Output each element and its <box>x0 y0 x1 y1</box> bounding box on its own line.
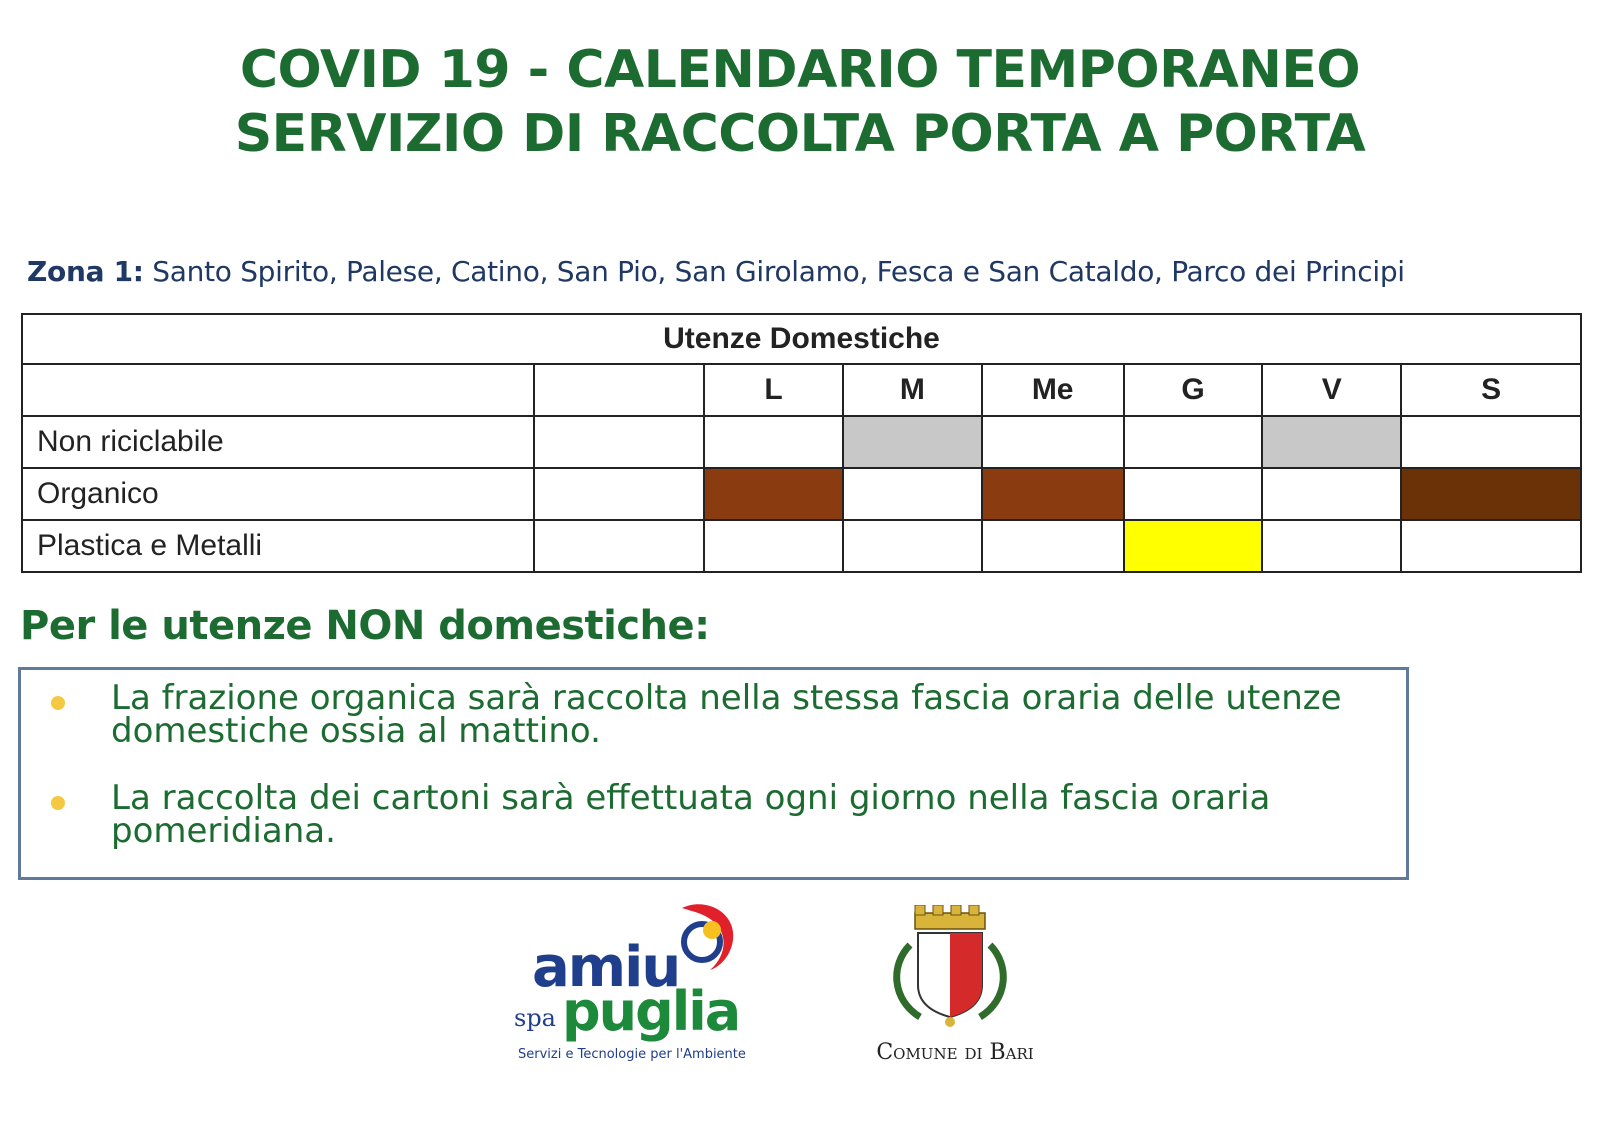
table-row <box>22 468 1581 520</box>
empty-header-cell <box>22 364 534 416</box>
amiu-spa: spa <box>514 1004 556 1032</box>
non-domestic-heading: Per le utenze NON domestiche: <box>20 603 710 649</box>
day-header: M <box>843 364 982 416</box>
zone-description <box>27 255 1405 288</box>
table-cell <box>1401 520 1581 572</box>
bullet-dot-icon <box>51 696 65 710</box>
table-cell <box>982 520 1124 572</box>
day-header: L <box>704 364 843 416</box>
row-label: Organico <box>22 468 534 520</box>
day-header: V <box>1262 364 1401 416</box>
table-cell <box>1401 416 1581 468</box>
bari-coat-of-arms-icon <box>860 905 1050 1035</box>
row-label: Plastica e Metalli <box>22 520 534 572</box>
title-line-1: COVID 19 - CALENDARIO TEMPORANEO <box>239 40 1361 100</box>
list-item <box>51 778 1371 851</box>
comune-di-bari-logo <box>860 905 1050 1075</box>
table-cell <box>704 520 843 572</box>
table-cell <box>1124 468 1263 520</box>
comune-di-bari-text: Comune di Bari <box>876 1040 1034 1065</box>
table-cell <box>1124 416 1263 468</box>
non-domestic-box <box>18 667 1409 880</box>
table-cell <box>534 468 704 520</box>
row-label: Non riciclabile <box>22 416 534 468</box>
table-cell <box>982 416 1124 468</box>
title-line-2: SERVIZIO DI RACCOLTA PORTA A PORTA <box>234 104 1366 164</box>
list-item <box>51 678 1371 751</box>
table-cell <box>534 416 704 468</box>
amiu-wordmark: amiu <box>532 935 680 1000</box>
table-cell <box>843 520 982 572</box>
bullet-text: La frazione organica sarà raccolta nella stessa fascia oraria delle utenze domestiche ossia al mattino. <box>111 678 1342 751</box>
table-row <box>22 520 1581 572</box>
table-cell <box>704 416 843 468</box>
collection-cell-organico <box>982 468 1124 520</box>
page-title <box>0 38 1600 166</box>
table-row <box>22 416 1581 468</box>
table-cell <box>843 468 982 520</box>
table-cell <box>1262 520 1401 572</box>
zone-label: Zona 1: <box>27 255 144 288</box>
table-cell <box>534 520 704 572</box>
amiu-tagline: Servizi e Tecnologie per l'Ambiente <box>518 1047 746 1062</box>
collection-cell-non-riciclabile <box>1262 416 1401 468</box>
empty-header-cell <box>534 364 704 416</box>
collection-cell-non-riciclabile <box>843 416 982 468</box>
amiu-puglia-wordmark: puglia <box>562 980 740 1043</box>
bullet-dot-icon <box>51 796 65 810</box>
collection-cell-organico <box>1401 468 1581 520</box>
day-header-row <box>22 364 1581 416</box>
collection-calendar-table <box>21 313 1582 573</box>
zone-areas: Santo Spirito, Palese, Catino, San Pio, San Girolamo, Fesca e San Cataldo, Parco dei Principi <box>143 255 1405 288</box>
collection-cell-organico <box>704 468 843 520</box>
collection-cell-plastica <box>1124 520 1263 572</box>
table-header: Utenze Domestiche <box>22 314 1581 364</box>
day-header: Me <box>982 364 1124 416</box>
table-cell <box>1262 468 1401 520</box>
day-header: S <box>1401 364 1581 416</box>
day-header: G <box>1124 364 1263 416</box>
bullet-text: La raccolta dei cartoni sarà effettuata ogni giorno nella fascia oraria pomeridiana. <box>111 778 1271 851</box>
amiu-puglia-logo <box>512 900 762 1070</box>
